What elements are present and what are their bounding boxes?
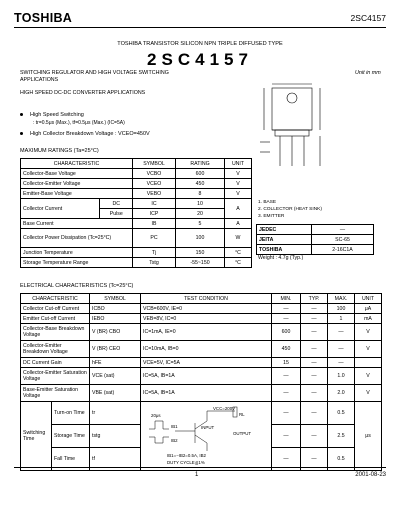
- device-title: 2SC4157: [147, 50, 253, 69]
- standard-name: TOSHIBA: [257, 245, 312, 255]
- cell-symbol: VCE (sat): [90, 368, 141, 385]
- table-header-row: [21, 294, 382, 304]
- cell-unit: μA: [355, 304, 382, 314]
- header-symbol: SYMBOL: [90, 294, 141, 304]
- cell-unit: [355, 358, 382, 368]
- pin-list: [258, 200, 322, 221]
- cell-min: —: [272, 314, 301, 324]
- cell-sub: DC: [100, 199, 133, 209]
- cell-characteristic: Collector-Base Voltage: [21, 169, 133, 179]
- table-row: [21, 258, 252, 268]
- cell-min: —: [272, 385, 301, 402]
- cell-unit: °C: [225, 248, 252, 258]
- table-row: [21, 341, 382, 358]
- cell-unit: V: [355, 385, 382, 402]
- cell-unit: °C: [225, 258, 252, 268]
- circuit-ib1: IB1: [171, 424, 178, 429]
- cell-typ: —: [301, 385, 328, 402]
- cell-characteristic: Collector Power Dissipation (Tc=25°C): [21, 229, 133, 248]
- cell-condition: VCB=600V, IE=0: [141, 304, 272, 314]
- standard-value: SC-65: [312, 235, 374, 245]
- table-row: [21, 314, 382, 324]
- cell-symbol: PC: [133, 229, 176, 248]
- cell-max: 0.5: [328, 402, 355, 425]
- standard-value: 2-16C1A: [312, 245, 374, 255]
- cell-max: 100: [328, 304, 355, 314]
- cell-symbol: V (BR) CBO: [90, 324, 141, 341]
- table-row: [21, 229, 252, 248]
- cell-condition: VCE=5V, IC=5A: [141, 358, 272, 368]
- bullet-icon: [20, 132, 23, 135]
- circuit-rl: RL: [239, 412, 245, 417]
- header-min: MIN.: [272, 294, 301, 304]
- cell-rating: 450: [176, 179, 225, 189]
- table-row: [21, 199, 252, 209]
- cell-min: —: [272, 368, 301, 385]
- cell-rating: 100: [176, 229, 225, 248]
- cell-symbol: VCEO: [133, 179, 176, 189]
- feature-1-title: High Speed Switching: [30, 112, 84, 118]
- cell-min: —: [272, 425, 301, 448]
- cell-symbol: V (BR) CEO: [90, 341, 141, 358]
- circuit-ib2: IB2: [171, 438, 178, 443]
- header-test-condition: TEST CONDITION: [141, 294, 272, 304]
- cell-symbol: ICBO: [90, 304, 141, 314]
- cell-rating: -55~150: [176, 258, 225, 268]
- cell-unit: V: [225, 179, 252, 189]
- application-line-3: HIGH SPEED DC-DC CONVERTER APPLICATIONS: [20, 90, 146, 96]
- cell-max: —: [328, 324, 355, 341]
- cell-characteristic: Collector-Base Breakdown Voltage: [21, 324, 90, 341]
- cell-characteristic: Junction Temperature: [21, 248, 133, 258]
- cell-typ: —: [301, 368, 328, 385]
- footer-rule: [14, 467, 386, 468]
- cell-min: —: [272, 402, 301, 425]
- cell-symbol: Tj: [133, 248, 176, 258]
- cell-max: 2.5: [328, 425, 355, 448]
- switching-symbol: tf: [90, 448, 141, 471]
- table-row: [21, 368, 382, 385]
- cell-max: 2.0: [328, 385, 355, 402]
- cell-characteristic: Storage Temperature Range: [21, 258, 133, 268]
- cell-min: 15: [272, 358, 301, 368]
- switching-group-label: Switching Time: [21, 402, 52, 471]
- cell-unit: V: [225, 189, 252, 199]
- header-characteristic: CHARACTERISTIC: [21, 159, 133, 169]
- header-symbol: SYMBOL: [133, 159, 176, 169]
- feature-1-detail: : tr=0.5μs (Max.), tf=0.5μs (Max.) (IC=5A): [33, 120, 125, 126]
- cell-typ: —: [301, 358, 328, 368]
- circuit-duty-cycle: DUTY CYCLE≦1%: [167, 460, 205, 465]
- cell-unit: A: [225, 219, 252, 229]
- cell-symbol: VEBO: [133, 189, 176, 199]
- cell-unit: V: [355, 368, 382, 385]
- feature-2-text: High Collector Breakdown Voltage : VCEO=450V: [30, 131, 150, 137]
- pin-base: 1. BASE: [258, 200, 277, 205]
- package-weight: Weight : 4.7g (Typ.): [258, 255, 304, 261]
- switching-symbol: tstg: [90, 425, 141, 448]
- max-ratings-title: MAXIMUM RATINGS (Ta=25°C): [20, 148, 99, 154]
- table-row: [257, 225, 374, 235]
- electrical-characteristics-table: [20, 293, 382, 471]
- device-subtitle: TOSHIBA TRANSISTOR SILICON NPN TRIPLE DIFFUSED TYPE: [117, 41, 283, 47]
- cell-max: —: [328, 358, 355, 368]
- cell-typ: —: [301, 304, 328, 314]
- cell-condition: VEB=8V, IC=0: [141, 314, 272, 324]
- cell-characteristic: Collector-Emitter Breakdown Voltage: [21, 341, 90, 358]
- cell-characteristic: Collector Current: [21, 199, 100, 219]
- cell-max: —: [328, 341, 355, 358]
- cell-min: —: [272, 448, 301, 471]
- header-max: MAX.: [328, 294, 355, 304]
- cell-characteristic: DC Current Gain: [21, 358, 90, 368]
- circuit-pulse-width: 20μs: [151, 413, 161, 418]
- cell-symbol: VBE (sat): [90, 385, 141, 402]
- cell-characteristic: Base-Emitter Saturation Voltage: [21, 385, 90, 402]
- application-line-1: SWITCHING REGULATOR AND HIGH VOLTAGE SWITCHING: [20, 70, 169, 76]
- cell-typ: —: [301, 402, 328, 425]
- standard-name: JEITA: [257, 235, 312, 245]
- cell-condition: IC=5A, IB=1A: [141, 368, 272, 385]
- switching-test-circuit: [141, 402, 272, 471]
- cell-symbol: Tstg: [133, 258, 176, 268]
- table-row: [21, 385, 382, 402]
- cell-typ: —: [301, 425, 328, 448]
- cell-typ: —: [301, 448, 328, 471]
- cell-condition: IC=1mA, IE=0: [141, 324, 272, 341]
- cell-rating: 5: [176, 219, 225, 229]
- cell-unit: V: [355, 341, 382, 358]
- applications-text: [20, 70, 169, 84]
- switching-unit: μs: [355, 402, 382, 471]
- cell-min: 600: [272, 324, 301, 341]
- cell-sub: Pulse: [100, 209, 133, 219]
- switching-label: Storage Time: [52, 425, 90, 448]
- cell-min: —: [272, 304, 301, 314]
- cell-rating: 150: [176, 248, 225, 258]
- cell-typ: —: [301, 341, 328, 358]
- pin-collector: 2. COLLECTOR (HEAT SINK): [258, 206, 322, 212]
- cell-unit: V: [225, 169, 252, 179]
- cell-characteristic: Emitter-Base Voltage: [21, 189, 133, 199]
- cell-max: 1.0: [328, 368, 355, 385]
- table-row: [21, 324, 382, 341]
- standard-value: ―: [312, 225, 374, 235]
- table-row: [21, 358, 382, 368]
- header-unit: UNIT: [355, 294, 382, 304]
- page-number: 1: [195, 472, 199, 478]
- cell-condition: IC=10mA, IB=0: [141, 341, 272, 358]
- switching-symbol: tr: [90, 402, 141, 425]
- table-row: [21, 248, 252, 258]
- unit-note: Unit in mm: [355, 70, 381, 76]
- header-rating: RATING: [176, 159, 225, 169]
- pin-emitter: 3. EMITTER: [258, 213, 285, 219]
- cell-rating: 600: [176, 169, 225, 179]
- circuit-input: INPUT: [201, 425, 215, 430]
- cell-unit: A: [225, 199, 252, 219]
- cell-symbol: IB: [133, 219, 176, 229]
- switching-label: Turn-on Time: [52, 402, 90, 425]
- switching-label: Fall Time: [52, 448, 90, 471]
- header-part-number: 2SC4157: [350, 13, 386, 23]
- table-row: [257, 245, 374, 255]
- cell-symbol: hFE: [90, 358, 141, 368]
- cell-rating: 10: [176, 199, 225, 209]
- application-line-2: APPLICATIONS: [20, 77, 59, 84]
- cell-symbol: VCBO: [133, 169, 176, 179]
- brand-logo: TOSHIBA: [14, 11, 73, 25]
- max-ratings-table: [20, 158, 252, 268]
- circuit-condition: IB1=−IB2=0.5A, IB2: [167, 453, 206, 458]
- header-rule: [14, 27, 386, 28]
- cell-max: 1: [328, 314, 355, 324]
- table-row: [21, 189, 252, 199]
- cell-symbol: IC: [133, 199, 176, 209]
- switching-row: [21, 402, 382, 425]
- cell-condition: IC=5A, IB=1A: [141, 385, 272, 402]
- bullet-icon: [20, 113, 23, 116]
- cell-rating: 8: [176, 189, 225, 199]
- cell-unit: V: [355, 324, 382, 341]
- header-unit: UNIT: [225, 159, 252, 169]
- standard-name: JEDEC: [257, 225, 312, 235]
- cell-symbol: IEBO: [90, 314, 141, 324]
- table-row: [21, 219, 252, 229]
- table-row: [257, 235, 374, 245]
- cell-typ: —: [301, 324, 328, 341]
- table-row: [21, 179, 252, 189]
- document-date: 2001-08-23: [355, 472, 386, 478]
- table-header-row: [21, 159, 252, 169]
- cell-typ: —: [301, 314, 328, 324]
- header-characteristic: CHARACTERISTIC: [21, 294, 90, 304]
- cell-characteristic: Base Current: [21, 219, 133, 229]
- cell-unit: W: [225, 229, 252, 248]
- cell-rating: 20: [176, 209, 225, 219]
- table-row: [21, 169, 252, 179]
- table-row: [21, 304, 382, 314]
- feature-1: [20, 112, 84, 118]
- package-standards-table: [256, 224, 374, 255]
- cell-symbol: ICP: [133, 209, 176, 219]
- circuit-vcc: VCC=200V: [213, 406, 236, 411]
- feature-2: [20, 131, 150, 137]
- cell-characteristic: Emitter Cut-off Current: [21, 314, 90, 324]
- cell-max: 0.5: [328, 448, 355, 471]
- circuit-output: OUTPUT: [233, 431, 252, 436]
- cell-characteristic: Collector-Emitter Voltage: [21, 179, 133, 189]
- cell-characteristic: Collector Cut-off Current: [21, 304, 90, 314]
- package-outline-drawing: [250, 80, 380, 170]
- header-typ: TYP.: [301, 294, 328, 304]
- cell-min: 450: [272, 341, 301, 358]
- cell-unit: mA: [355, 314, 382, 324]
- electrical-characteristics-title: ELECTRICAL CHARACTERISTICS (Tc=25°C): [20, 283, 134, 289]
- cell-characteristic: Collector-Emitter Saturation Voltage: [21, 368, 90, 385]
